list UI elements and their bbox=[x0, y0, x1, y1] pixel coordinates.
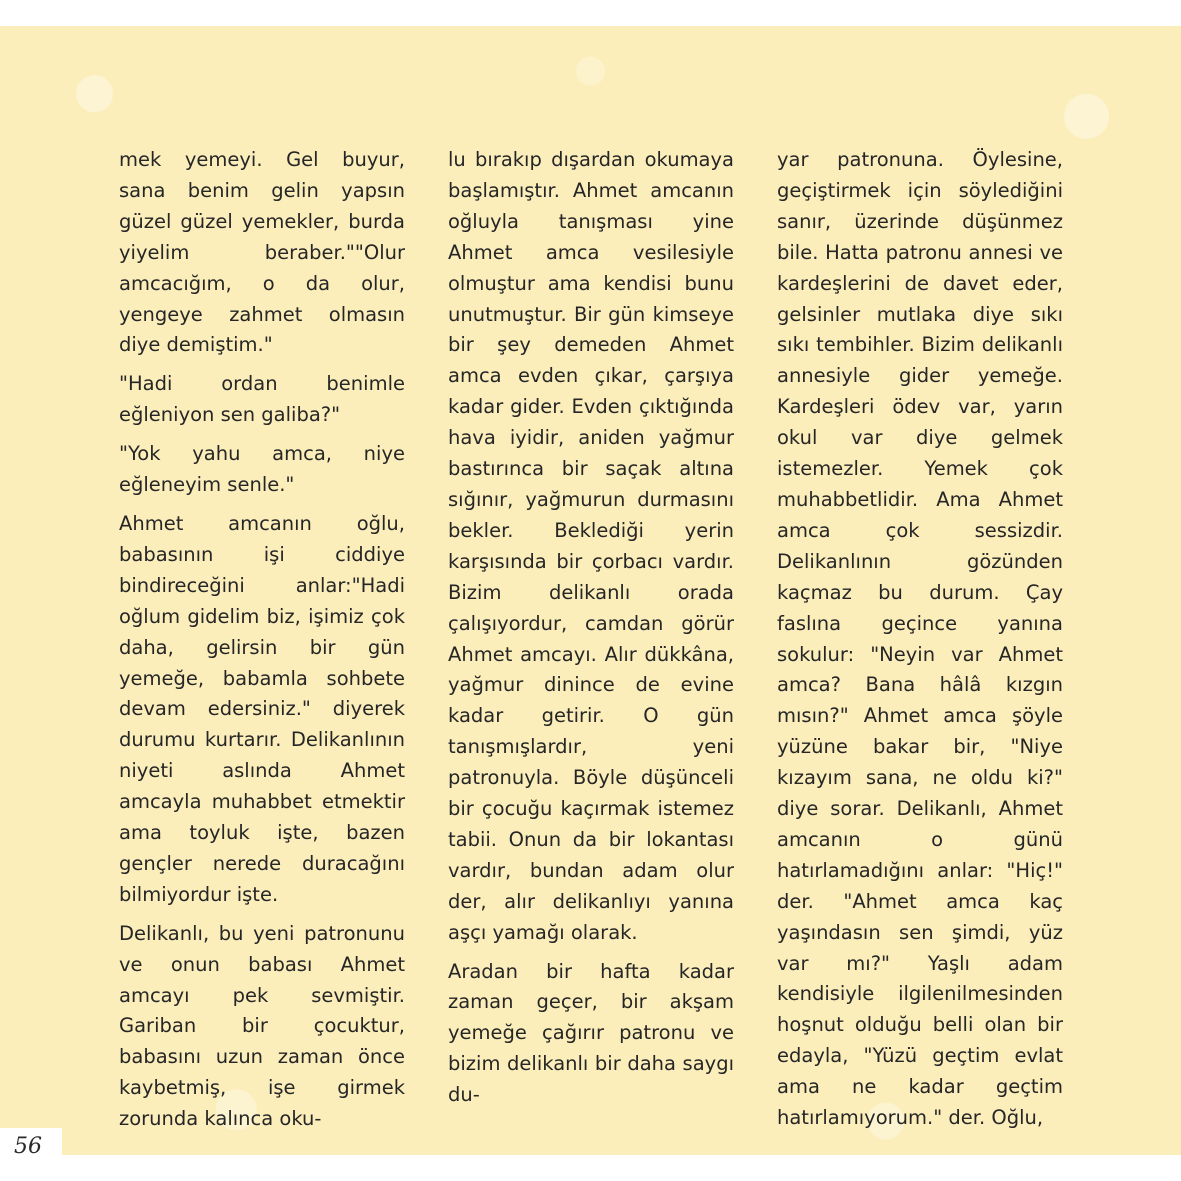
paragraph: mek yemeyi. Gel buyur, sana benim gelin yapsın güzel güzel yemekler, burda yiyelim beraber.""Olur amcacığım, o da olur, yengeye zahmet olmasın diye demiştim." bbox=[119, 148, 405, 357]
page-number: 56 bbox=[0, 1128, 62, 1166]
paragraph: Ahmet amcanın oğlu, babasının işi ciddiye bindireceğini anlar:"Hadi oğlum gidelim biz, işimiz çok daha, gelirsin bir gün yemeğe, babamla sohbete devam edersiniz." diyerek durumu kurtarır. Delikanlının niyeti aslında Ahmet amcayla muhabbet etmektir ama toyluk işte, bazen gençler nerede duracağını bilmiyordur işte. bbox=[119, 511, 405, 906]
bottom-margin bbox=[0, 1155, 1181, 1181]
paragraph: yar patronuna. Öylesine, geçiştirmek için söylediğini sanır, üzerinde düşünmez bile. Hatta patronu annesi ve kardeşlerini de davet eder, gelsinler mutlaka diye sıkı sıkı tembihler. Bizim delikanlı annesiyle gider yemeğe. Kardeşleri ödev var, yarın okul var diye gelmek istemezler. Yemek çok muhabbetlidir. Ama Ahmet amca çok sessizdir. Delikanlının gözünden kaçmaz bu durum. Çay faslına geçince yanına sokulur: "Neyin var Ahmet amca? Bana hâlâ kızgın mısın?" Ahmet amca şöyle yüzüne bakar bir, "Niye kızayım sana, ne oldu ki?" diye sorar. Delikanlı, Ahmet amcanın o günü hatırlamadığını anlar: "Hiç!" der. "Ahmet amca kaç yaşındasın sen şimdi, yüz var mı?" Yaşlı adam kendisiyle ilgilenilmesinden hoşnut olduğu belli olan bir edayla, "Yüzü geçtim evlat ama ne kadar geçtim hatırlamıyorum." der. Oğlu, bbox=[777, 148, 1063, 1130]
paragraph: "Yok yahu amca, niye eğleneyim senle." bbox=[119, 442, 405, 497]
paragraph: lu bırakıp dışardan okumaya başlamıştır. Ahmet amcanın oğluyla tanışması yine Ahmet amca vesilesiyle olmuştur ama kendisi bunu unutmuştur. Bir gün kimseye bir şey demeden Ahmet amca evden çıkar, çarşıya kadar gider. Evden çıktığında hava iyidir, aniden yağmur bastırınca bir saçak altına sığınır, yağmurun durmasını bekler. Beklediği yerin karşısında bir çorbacı vardır. Bizim delikanlı orada çalışıyordur, camdan görür Ahmet amcayı. Alır dükkâna, yağmur dinince de evine kadar getirir. O gün tanışmışlardır, yeni patronuyla. Böyle düşünceli bir çocuğu kaçırmak istemez tabii. Onun da bir lokantası vardır, bundan adam olur der, alır delikanlıyı yanına aşçı yamağı olarak. bbox=[448, 148, 734, 944]
text-column-3 bbox=[777, 145, 1063, 1142]
paragraph: "Hadi ordan benimle eğleniyon sen galiba?" bbox=[119, 372, 405, 427]
paragraph: Delikanlı, bu yeni patronunu ve onun babası Ahmet amcayı pek sevmiştir. Gariban bir çocuktur, babasını uzun zaman önce kaybetmiş, işe girmek zorunda kalınca oku- bbox=[119, 921, 405, 1131]
paragraph: Aradan bir hafta kadar zaman geçer, bir akşam yemeğe çağırır patronu ve bizim delikanlı bir daha saygı du- bbox=[448, 959, 734, 1107]
text-column-2 bbox=[448, 145, 734, 1119]
text-column-1 bbox=[119, 145, 405, 1143]
